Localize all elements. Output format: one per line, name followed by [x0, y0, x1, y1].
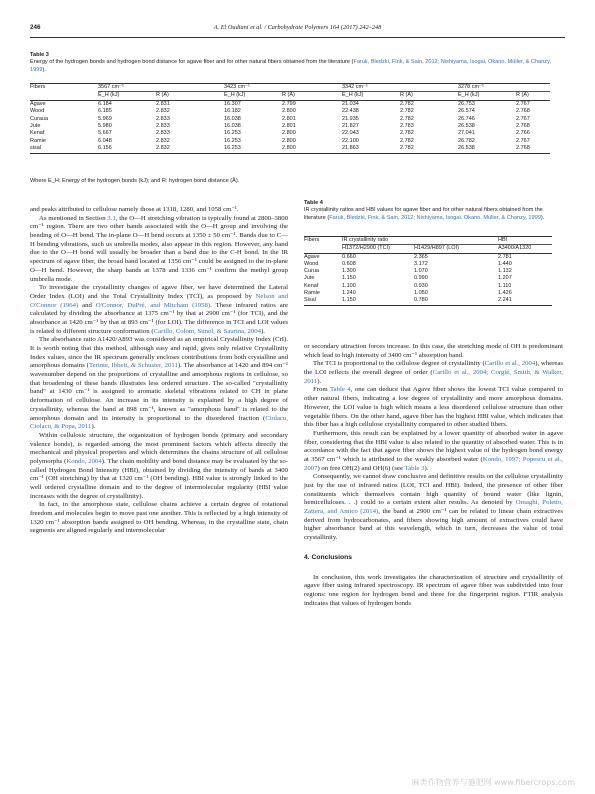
- fiber-name: Wood: [30, 108, 45, 115]
- table-cell: 6.048: [98, 137, 112, 144]
- fiber-name: Kenaf: [30, 130, 45, 137]
- table-cell: 2.800: [282, 130, 296, 137]
- table-row: [304, 290, 552, 297]
- table4-header-ir: IR crystallinity ratio: [342, 237, 498, 245]
- paragraph: The absorbance ratio A1420/A893 was considered as an empirical Crystallinity Index (CrI). It is worth noting that this method, although easy and rapid, gives only relative Crystallinity Index values, since the IR spectrum generally encloses contributions from both crystalline and amorphous domains (Terinte, Ibbett, & Schuster, 2011). The absorbance at 1420 and 894 cm⁻¹ wavenumber depend on the proportions of crystalline and amorphous regions in cellulose, so that broadening of these bands illustrates less ordered structure. The so-called "crystallinity band" at 1430 cm⁻¹ is assigned to aromatic skeletal vibrations related to CH in plane deformation of cellulose. An increase in its intensity is explained by a high degree of crystallinity, whereas the band at 898 cm⁻¹, known as "amorphous band" is related to the amorphous domain and its intensity is proportional to the disordered fraction (Ciolacu, Ciolacu, & Popa, 2011).: [30, 336, 288, 431]
- table-cell: 1.150: [342, 297, 356, 304]
- table-cell: 2.767: [516, 115, 530, 122]
- fiber-name: Curua: [304, 268, 319, 275]
- paragraph: To investigate the crystallinity changes of agave fiber, we have determined the Lateral Order Index (LOI) and the Total Crystallinity Index (TCI), as proposed by Nelson and O'Connor (1964) and O'Connor, DuPré, and Mitcham (1958). These infrared ratios are calculated by dividing the absorbance at 1375 cm⁻¹ by that at 2900 cm⁻¹ (for TCI), and the absorbance at 1420 cm⁻¹ by that at 893 cm⁻¹ (for LOI). The difference in TCI and LOI values is related to different structure conformation (Carillo, Colom, Sunol, & Saurina, 2004).: [30, 284, 288, 335]
- table-cell: 16.038: [224, 115, 241, 122]
- citation-link[interactable]: O'Connor, DuPré, and Mitcham (1958): [95, 301, 211, 309]
- citation-link[interactable]: Nelson and O'Connor (1964): [30, 292, 288, 309]
- citation-link[interactable]: Carillo, Colom, Sunol, & Saurina, 2004: [153, 327, 262, 335]
- paragraph: Furthermore, this result can be explained by a lower quantity of absorbed water in agave fiber, considering that the HBI value is also related to the quantity of absorbed water. This is in accordance with the fact that agave fiber shows the highest value of the hydrogen bond energy at 3567 cm⁻¹ which is attributed to the weakly absorbed water (Kondo, 1997; Popescu et al., 2007) on free OH(2) and OH(6) (see Table 3).: [304, 429, 563, 472]
- table-cell: 2.241: [498, 297, 512, 304]
- table-cell: 0.930: [414, 282, 428, 289]
- table4-header-fibers: Fibers: [304, 237, 320, 244]
- table-cell: 2.782: [400, 130, 414, 137]
- table-cell: 21.827: [342, 123, 359, 130]
- table-cell: 5.667: [98, 130, 112, 137]
- table4-caption-text: IR crystallinity ratios and HBI values for agave fiber and for other natural fibers obtained from the literature (: [304, 207, 543, 221]
- table-cell: 2.782: [400, 115, 414, 122]
- table-row: [30, 123, 550, 130]
- table3-sub-eh: E_H (kJ): [224, 92, 246, 99]
- table-cell: 2.782: [400, 137, 414, 144]
- table-cell: 2.767: [516, 100, 530, 107]
- table-cell: 2.832: [156, 108, 170, 115]
- paragraph: In conclusion, this work investigates the characterization of structure and crystallinity of agave fiber using infrared spectroscopy. IR spectrum of agave fiber was subdivided into four regions: one region for hydrogen bond and three for the fingerprint region. FTIR analysis indicates that values of hydrogen bonds: [304, 573, 563, 607]
- table-cell: 2.800: [282, 108, 296, 115]
- table4-caption-end: ).: [540, 214, 545, 221]
- table-cell: 22.438: [342, 108, 359, 115]
- table-cell: 6.184: [98, 100, 112, 107]
- table-row: [30, 116, 550, 123]
- citation-link[interactable]: Terinte, Ibbett, & Schuster, 2011: [88, 362, 178, 370]
- table4-sub-loi: H1429/H897 (LOI): [414, 245, 459, 252]
- table-cell: 1.150: [342, 275, 356, 282]
- fiber-name: Wood: [304, 260, 319, 267]
- table-cell: 2.783: [400, 123, 414, 130]
- table-cell: 2.782: [400, 100, 414, 107]
- table-row: [304, 268, 552, 275]
- table-row: [30, 130, 550, 137]
- fiber-name: sisal: [30, 145, 42, 152]
- table3-header-fibers: Fibers: [30, 84, 46, 91]
- table3-caption-ref[interactable]: Faruk, Bledzki, Fink, & Sain, 2012; Nishiyama, Isogai, Okano, Müller, & Chanzy, 1999: [30, 59, 552, 73]
- table-cell: 2.766: [516, 130, 530, 137]
- running-header: [30, 24, 565, 36]
- table3-group-0: 3567 cm⁻¹: [98, 84, 224, 92]
- journal-citation: A. El Oudiani et al. / Carbohydrate Polymers 164 (2017) 242–248: [213, 24, 382, 31]
- table-cell: 26.753: [458, 100, 475, 107]
- table-cell: 1.240: [342, 290, 356, 297]
- paragraph: and peaks attributed to cellulose namely those at 1318, 1280, and 1058 cm⁻¹.: [30, 206, 239, 213]
- fiber-name: Agave: [304, 253, 320, 260]
- table-cell: 2.768: [516, 108, 530, 115]
- paragraph: Within cellulosic structure, the organization of hydrogen bonds (primary and secondary valence bonds), is regarded among the most prominent factors which affects directly the mechanical and physical properties and which determines the chains structure of all cellulose polymorphs (Kondo, 2004). The chain mobility and bond distance may be evaluated by the so-called Hydrogen Bond Intensity (HBI), obtained by dividing the intensity of bands at 3400 cm⁻¹ (OH stretching) by that at 1320 cm⁻¹ (OH bending). HBI value is strongly linked to the well ordered crystalline domain and to the degree of intermolecular regularity (HBI value increases with the degree of crystallinity).: [30, 431, 289, 500]
- table-cell: 5.969: [98, 115, 112, 122]
- table4-header-blank: [304, 245, 342, 253]
- fiber-name: Curaua: [30, 115, 49, 122]
- table-cell: 1.070: [414, 268, 428, 275]
- table-cell: 1.050: [414, 290, 428, 297]
- table-cell: 2.833: [156, 115, 170, 122]
- table4: [304, 236, 552, 306]
- table-cell: 1.110: [498, 282, 512, 289]
- paragraph: The TCI is proportional to the cellulose degree of crystallinity (Carillo et al., 2004), whereas the LOI reflects the overall degree of order (Carillo et al., 2004; Corgié, Smith, & Walker, 2011).: [304, 360, 563, 385]
- table-cell: 22.043: [342, 130, 359, 137]
- table-cell: 16.253: [224, 145, 241, 152]
- table-cell: 2.801: [282, 115, 296, 122]
- table-cell: 22.100: [342, 137, 359, 144]
- table4-caption-ref[interactable]: Faruk, Bledzki, Fink, & Sain, 2012; Nishiyama, Isogai, Okano, Müller, & Chanzy, 1999: [329, 214, 541, 221]
- table3-group-3: 3278 cm⁻¹: [458, 84, 550, 92]
- citation-link[interactable]: Kondo, 2004: [66, 457, 102, 465]
- table-cell: 26.782: [458, 137, 475, 144]
- table-cell: 16.182: [224, 108, 241, 115]
- table4-sub-hbi: A3400/A1320: [498, 245, 532, 252]
- table3-sub-r: R (Å): [282, 92, 295, 99]
- table-cell: 2.800: [282, 145, 296, 152]
- table-cell: 27.041: [458, 130, 475, 137]
- table-cell: 26.574: [458, 108, 475, 115]
- table-cell: 5.980: [98, 123, 112, 130]
- table-cell: 16.253: [224, 137, 241, 144]
- table-cell: 2.768: [516, 145, 530, 152]
- table3-group-2: 3342 cm⁻¹: [342, 84, 458, 92]
- table-cell: 0.608: [342, 260, 356, 267]
- table-cell: 26.746: [458, 115, 475, 122]
- table3-group-1: 3423 cm⁻¹: [224, 84, 342, 92]
- table-cell: 16.253: [224, 130, 241, 137]
- table-cell: 2.831: [156, 100, 170, 107]
- table-cell: 2.832: [156, 137, 170, 144]
- table-link[interactable]: Table 4: [330, 386, 351, 394]
- table-cell: 2.768: [516, 123, 530, 130]
- table3-sub-r: R (Å): [156, 92, 169, 99]
- table3-sub-r: R (Å): [400, 92, 413, 99]
- header-rule: [30, 37, 565, 38]
- table-row: [30, 145, 550, 153]
- table-cell: 1.100: [342, 282, 356, 289]
- table4-header-hbi: HBI: [498, 237, 552, 245]
- table3-sub-r: R (Å): [516, 92, 529, 99]
- fiber-name: Ramie: [304, 290, 320, 297]
- citation-link[interactable]: Carillo et al., 2004: [484, 360, 536, 368]
- citation-link[interactable]: Kondo, 1997; Popescu et al., 2007: [304, 455, 563, 472]
- table4-caption: [304, 200, 560, 222]
- table-cell: 6.156: [98, 145, 112, 152]
- table-row: [304, 297, 552, 305]
- table-cell: 16.038: [224, 123, 241, 130]
- table3-caption-text: Energy of the hydrogen bonds and hydrogen bond distance for agave fiber and for other natural fibers obtained from the literature (: [30, 59, 354, 66]
- paragraph: Consequently, we cannot draw conclusive and definitive results on the cellulose crystallinity just by the use of infrared ratios (LOI, TCI and HBI). Indeed, the presence of other fiber constituents which themselves contain high quantity of bound water (like lignin, hemicelluloses. . .) could to a certain extent alter results. As denoted by Omaghi, Poletto, Zattera, and Amico (2014), the band at 2900 cm⁻¹ can be related to linear chain extractives derived from hydrocarbonates, and fibers showing high amount of extractives could have higher absorbance band at this wavelength, which in turn, decreases the value of total crystallinity.: [304, 473, 563, 542]
- citation-link[interactable]: Omaghi, Poletto, Zattera, and Amico (2014): [304, 499, 563, 516]
- table-cell: 1.207: [498, 275, 512, 282]
- fiber-name: Kenaf: [304, 282, 319, 289]
- paragraph: From Table 4, one can deduce that Agave fiber shows the lowest TCI value compared to other natural fibers, indicating a low degree of crystallinity and more amorphous domains. However, the LOI value is high which means a less disordered cellulose structure than other vegetable fibers. On the other hand, agave fiber has the highest HBI value, which indicates that this fiber has a high cellulose crystallinity compared to other studied fibers.: [304, 386, 563, 429]
- table-cell: 26.538: [458, 145, 475, 152]
- table-cell: 1.132: [498, 268, 512, 275]
- table-cell: 26.538: [458, 123, 475, 130]
- table-cell: 2.782: [400, 108, 414, 115]
- table4-sub-tci: H1372/H2900 (TCI): [342, 245, 390, 252]
- table-cell: 2.801: [282, 123, 296, 130]
- table-cell: 2.782: [400, 145, 414, 152]
- table-cell: 1.426: [498, 290, 512, 297]
- table-cell: 0.660: [342, 253, 356, 260]
- table-cell: 2.799: [282, 100, 296, 107]
- fiber-name: Agave: [30, 100, 46, 107]
- table-cell: 2.832: [156, 145, 170, 152]
- table3-sub-eh: E_H (kJ): [342, 92, 364, 99]
- table-row: [304, 261, 552, 268]
- watermark: 麻类作物营养与施肥网 www.fibercrops.com: [411, 778, 575, 787]
- table-cell: 16.307: [224, 100, 241, 107]
- table3-caption-end: ).: [42, 66, 46, 73]
- citation-link[interactable]: Ciolacu, Ciolacu, & Popa, 2011: [30, 414, 288, 431]
- table-row: [30, 108, 550, 115]
- fiber-name: Jute: [30, 123, 41, 130]
- table3-sub-eh: E_H (kJ): [458, 92, 480, 99]
- table-cell: 2.365: [414, 253, 428, 260]
- paragraph: As mentioned in Section 3.1, the O—H stretching vibration is typically found at 2800–3800 cm⁻¹ region. There are two other bands associated with the O—H group and involving the bending of O—H bond. The in-plane O—H bend occurs at 1350 ± 50 cm⁻¹. Bands due to C—H bending vibrations, such us umbrella modes, also appear in this region. However, any band due to the O—H bond will usually be broader than a band due to the C-H bond. In the IR spectrum of agave fiber, the broad band located at 1356 cm⁻¹ could be assigned to the in-plane O—H bend. However, the sharp bands at 1378 and 1336 cm⁻¹ confirm the methyl group umbrella mode.: [30, 214, 288, 283]
- table-row: [304, 253, 552, 261]
- table-row: [304, 283, 552, 290]
- table3-caption: [30, 52, 560, 74]
- citation-link[interactable]: Carillo et al., 2004; Corgié, Smith, & Walker, 2011: [304, 369, 563, 385]
- fiber-name: Ramie: [30, 137, 46, 144]
- table-cell: 1.300: [342, 268, 356, 275]
- table3-sub-eh: E_H (kJ): [98, 92, 120, 99]
- table-cell: 0.780: [414, 297, 428, 304]
- table3-header-blank: [30, 92, 98, 100]
- fiber-name: Sisal: [304, 297, 316, 304]
- section-link[interactable]: 3.1: [107, 214, 116, 222]
- table-cell: 6.185: [98, 108, 112, 115]
- right-column: [304, 343, 563, 608]
- fiber-name: Jute: [304, 275, 315, 282]
- paragraph: In fact, in the amorphous state, cellulose chains achieve a certain degree of rotational freedom and molecules begin to move past one another. This is reflected by a high intensity of 1320 cm⁻¹ absorption bands assigned to OH bending. Whereas, in the crystalline state, chain segments are aligned regularly and intermolecular: [30, 501, 288, 535]
- paragraph: or secondary attraction forces increase. In this case, the stretching mode of OH is predominant which lead to high intensity of 3400 cm⁻¹ absorption band.: [304, 343, 563, 359]
- left-column: [30, 206, 288, 536]
- table-cell: 3.172: [414, 260, 428, 267]
- table-cell: 2.767: [516, 137, 530, 144]
- table4-label: Table 4: [304, 200, 323, 206]
- page-number: 246: [30, 24, 41, 31]
- table-row: [30, 138, 550, 145]
- table-cell: 1.440: [498, 260, 512, 267]
- table-cell: 21.863: [342, 145, 359, 152]
- table-row: [30, 100, 550, 108]
- table3: [30, 83, 550, 154]
- table-cell: 21.034: [342, 100, 359, 107]
- section-heading: 4. Conclusions: [304, 553, 353, 561]
- table3-footnote: Where E_H: Energy of the hydrogen bonds (kJ); and R: hydrogen bond distance (Å).: [30, 178, 240, 184]
- table-cell: 2.833: [156, 123, 170, 130]
- table-cell: 2.833: [156, 130, 170, 137]
- table-cell: 2.800: [282, 137, 296, 144]
- table-cell: 0.990: [414, 275, 428, 282]
- table-cell: 21.935: [342, 115, 359, 122]
- table-cell: 2.781: [498, 253, 512, 260]
- table3-label: Table 3: [30, 52, 49, 58]
- table-row: [304, 275, 552, 282]
- table-link[interactable]: Table 3: [404, 464, 425, 472]
